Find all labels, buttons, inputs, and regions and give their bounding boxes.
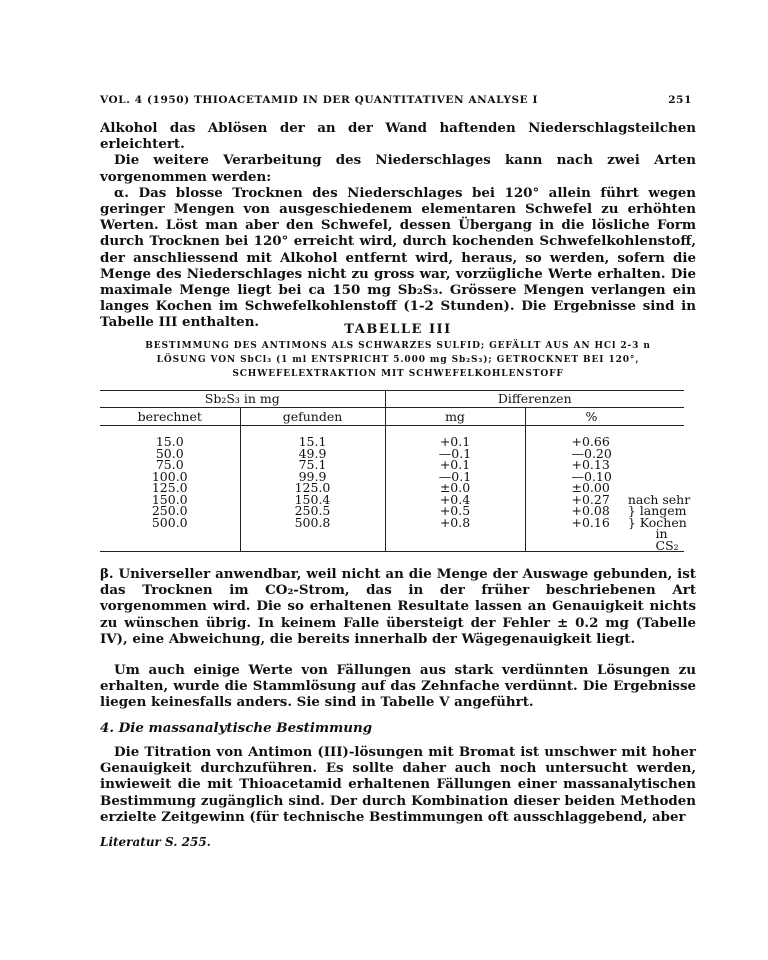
- cell-percent: [525, 514, 687, 530]
- table-caption-1: BESTIMMUNG DES ANTIMONS ALS SCHWARZES SULFID; GEFÄLLT AUS AN HCl 2-3 n: [145, 341, 651, 351]
- cell-mg: ±0.0: [385, 482, 525, 494]
- cell-percent-value: +0.08: [571, 503, 610, 518]
- cell-percent: —0.20: [571, 445, 612, 461]
- group-header-sb2s3: Sb₂S₃ in mg: [100, 391, 385, 408]
- running-header: [100, 94, 696, 110]
- cell-gefunden: 125.0: [240, 482, 385, 494]
- section-heading: 4. Die massanalytische Bestimmung: [100, 720, 373, 736]
- group-header-differenzen: Differenzen: [497, 391, 572, 406]
- paragraph-alpha: α. Das blosse Trocknen des Niederschlages bei 120° allein führt wegen geringer Mengen von ausgeschiedenem elementaren Schwefel zu erhöhten Werten. Löst man aber den Schwefel, dessen Übergang in die lösliche Form durch Trocknen bei 120° erreicht wird, durch kochenden Schwefelkohlenstoff, der anschliessend mit Alkohol entfernt wird, heraus, so werden, sofern die Menge des Niederschlages nicht zu gross war, vorzügliche Werte erhalten. Die maximale Menge liegt bei ca 150 mg Sb₂S₃. Grössere Mengen verlangen ein langes Kochen im Schwefelkohlenstoff (1-2 Stunden). Die Ergebnisse sind in Tabelle III enthalten.: [100, 184, 696, 331]
- table-caption-2: LÖSUNG VON SbCl₃ (1 ml ENTSPRICHT 5.000 mg Sb₂S₃); GETROCKNET BEI 120°,: [156, 355, 640, 365]
- col-header-mg: mg: [385, 407, 525, 426]
- table-row: [100, 517, 684, 529]
- cell-gefunden: 250.5: [240, 505, 385, 517]
- cell-berechnet: 125.0: [100, 482, 240, 494]
- cell-gefunden: 500.8: [240, 517, 385, 529]
- cell-berechnet: 150.0: [100, 494, 240, 506]
- cell-percent-value: +0.16: [571, 514, 610, 530]
- intro-text: [100, 120, 696, 331]
- cell-berechnet: 250.0: [100, 505, 240, 517]
- cell-gefunden: 15.1: [240, 436, 385, 448]
- paragraph-1: Alkohol das Ablösen der an der Wand haftenden Niederschlagsteilchen erleichtert.: [100, 120, 696, 153]
- paragraph-2: Die weitere Verarbeitung des Niederschlages kann nach zwei Arten vorgenommen werden:: [100, 152, 696, 185]
- cell-mg: +0.8: [385, 517, 525, 529]
- cell-percent: ±0.00: [571, 480, 610, 495]
- cell-percent: —0.10: [571, 468, 612, 484]
- col-header-percent: %: [585, 408, 598, 424]
- cell-gefunden: 49.9: [240, 448, 385, 460]
- results-table: [100, 390, 691, 553]
- cell-berechnet: 500.0: [100, 517, 240, 529]
- cell-mg: —0.1: [385, 471, 525, 483]
- cell-berechnet: 15.0: [100, 436, 240, 448]
- cell-note: } Kochen: [627, 514, 687, 530]
- cell-percent-value: +0.27: [571, 491, 610, 507]
- page-number: 251: [668, 94, 692, 106]
- paragraph-6: Die Titration von Antimon (III)-lösungen mit Bromat ist unschwer mit hoher Genauigkeit durchzuführen. Es sollte daher auch noch untersucht werden, inwieweit die mit Thioacetamid erhaltenen Fällungen einer massanalytischen Bestimmung zugänglich sind. Der durch Kombination dieser beiden Methoden erzielte Zeitgewinn (für technische Bestimmungen oft ausschlaggebend, aber: [100, 744, 696, 825]
- cell-percent: +0.13: [571, 457, 610, 472]
- cell-note: nach sehr: [627, 491, 691, 507]
- header-left: VOL. 4 (1950) THIOACETAMID IN DER QUANTITATIVEN ANALYSE I: [100, 94, 539, 106]
- note-in-cs2: in CS₂: [655, 526, 679, 553]
- cell-gefunden: 75.1: [240, 459, 385, 471]
- table-title: TABELLE III: [344, 322, 452, 337]
- cell-mg: +0.1: [385, 459, 525, 471]
- cell-mg: —0.1: [385, 448, 525, 460]
- cell-percent: +0.66: [571, 434, 610, 449]
- cell-berechnet: 50.0: [100, 448, 240, 460]
- cell-note: } langem: [627, 503, 687, 518]
- cell-mg: +0.4: [385, 494, 525, 506]
- cell-berechnet: 75.0: [100, 459, 240, 471]
- paragraph-5: Um auch einige Werte von Fällungen aus stark verdünnten Lösungen zu erhalten, wurde die Stammlösung auf das Zehnfache verdünnt. Die Ergebnisse liegen keinesfalls anders. Sie sind in Tabelle V angeführt.: [100, 662, 696, 711]
- col-header-gefunden: gefunden: [240, 407, 385, 426]
- cell-mg: +0.1: [385, 436, 525, 448]
- table-caption-3: SCHWEFELEXTRAKTION MIT SCHWEFELKOHLENSTOFF: [232, 369, 564, 379]
- cell-mg: +0.5: [385, 505, 525, 517]
- cell-gefunden: 99.9: [240, 471, 385, 483]
- cell-gefunden: 150.4: [240, 494, 385, 506]
- footer-reference: Literatur S. 255.: [100, 835, 211, 849]
- paragraph-beta: β. Universeller anwendbar, weil nicht an die Menge der Auswage gebunden, ist das Trocknen im CO₂-Strom, das in der früher beschriebenen Art vorgenommen wird. Die so erhaltenen Resultate lassen an Genauigkeit nichts zu wünschen übrig. In keinem Falle übersteigt der Fehler ± 0.2 mg (Tabelle IV), eine Abweichung, die bereits innerhalb der Wägegenauigkeit liegt.: [100, 566, 696, 647]
- cell-berechnet: 100.0: [100, 471, 240, 483]
- col-header-berechnet: berechnet: [100, 407, 240, 426]
